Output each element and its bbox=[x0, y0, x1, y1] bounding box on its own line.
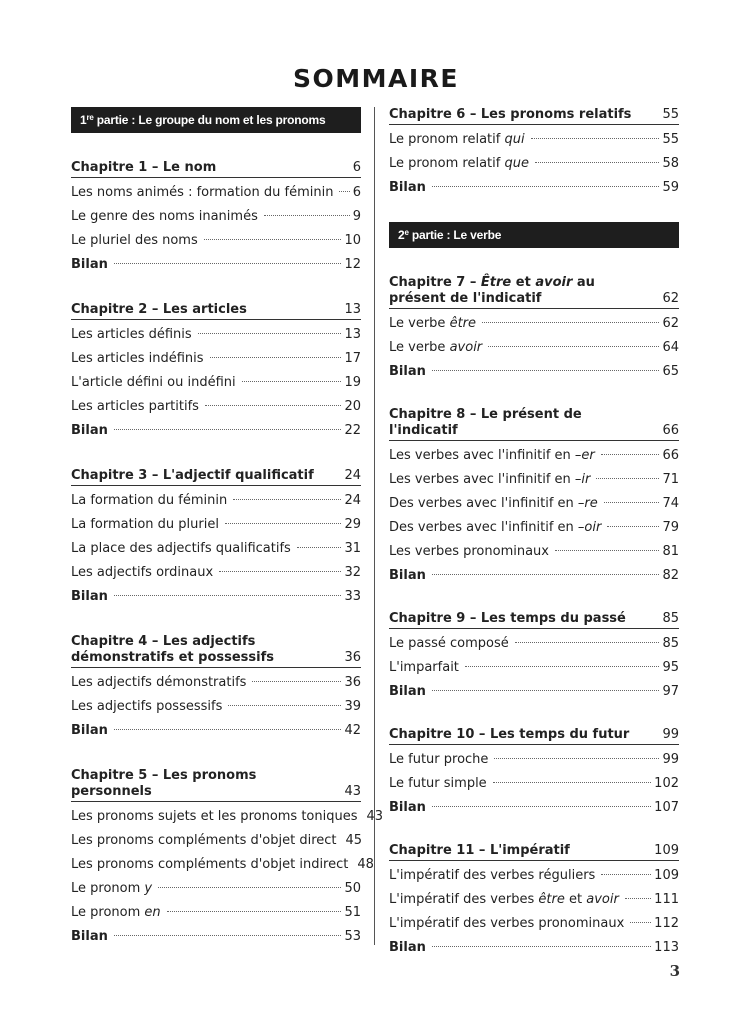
entry-label-text: Le pronom bbox=[71, 881, 145, 896]
entry-page: 39 bbox=[344, 699, 361, 714]
entry-label bbox=[71, 695, 222, 719]
entry-label-italic: en bbox=[144, 905, 161, 920]
spacer bbox=[389, 384, 679, 407]
dot-leader bbox=[493, 782, 651, 783]
entry-label bbox=[71, 925, 108, 949]
entry-page: 13 bbox=[344, 327, 361, 342]
entry-label bbox=[71, 853, 348, 877]
spacer bbox=[389, 200, 679, 222]
entry-page: 19 bbox=[344, 375, 361, 390]
entry-label-text: Les articles indéfinis bbox=[71, 351, 204, 366]
spacer bbox=[71, 277, 361, 302]
dot-leader bbox=[432, 690, 660, 691]
dot-leader bbox=[607, 526, 659, 527]
chapter-page: 24 bbox=[344, 468, 361, 483]
dot-leader bbox=[432, 186, 660, 187]
entry-label bbox=[71, 829, 337, 853]
entry-page: 113 bbox=[654, 940, 679, 955]
part-header bbox=[71, 107, 361, 133]
toc-entry[interactable] bbox=[389, 152, 679, 176]
toc-entry[interactable] bbox=[389, 912, 679, 936]
dot-leader bbox=[482, 322, 659, 323]
entry-label-text: La formation du féminin bbox=[71, 493, 228, 508]
toc-entry[interactable] bbox=[389, 772, 679, 796]
entry-label-text: Les verbes avec l'infinitif en bbox=[389, 472, 575, 487]
entry-label-text: Bilan bbox=[389, 364, 426, 379]
dot-leader bbox=[535, 162, 660, 163]
entry-page: 66 bbox=[662, 448, 679, 463]
entry-label-text: L'impératif des verbes pronominaux bbox=[389, 916, 625, 931]
entry-label bbox=[389, 772, 487, 796]
chapter-page: 55 bbox=[662, 107, 679, 122]
entry-label bbox=[71, 419, 108, 443]
dot-leader bbox=[233, 499, 341, 500]
toc-entry[interactable] bbox=[71, 561, 361, 585]
part-header bbox=[389, 222, 679, 248]
toc-entry[interactable] bbox=[71, 901, 361, 925]
chapter-page: 99 bbox=[662, 727, 679, 742]
entry-label-text: Le futur proche bbox=[389, 752, 489, 767]
dot-leader bbox=[225, 523, 342, 524]
entry-page: 74 bbox=[662, 496, 679, 511]
entry-label-text: Les pronoms sujets et les pronoms toniques bbox=[71, 809, 358, 824]
toc-entry[interactable] bbox=[71, 853, 374, 877]
toc-entry[interactable] bbox=[389, 360, 679, 384]
dot-leader bbox=[114, 263, 342, 264]
entry-label-text: Bilan bbox=[71, 929, 108, 944]
entry-label bbox=[389, 516, 601, 540]
toc-entry[interactable] bbox=[71, 829, 361, 853]
spacer bbox=[71, 443, 361, 468]
entry-label bbox=[71, 347, 204, 371]
entry-page: 99 bbox=[662, 752, 679, 767]
entry-label bbox=[71, 229, 198, 253]
toc-entry[interactable] bbox=[389, 796, 679, 820]
entry-label-italic: être bbox=[449, 316, 477, 331]
toc-entry[interactable] bbox=[71, 695, 361, 719]
chapter-heading[interactable] bbox=[71, 302, 361, 320]
dot-leader bbox=[630, 922, 651, 923]
entry-label bbox=[389, 748, 488, 772]
dot-leader bbox=[515, 642, 660, 643]
toc-entry[interactable] bbox=[71, 181, 361, 205]
toc-entry[interactable] bbox=[71, 585, 361, 609]
spacer bbox=[71, 743, 361, 768]
entry-label-italic: –oir bbox=[577, 520, 602, 535]
dot-leader bbox=[339, 191, 349, 192]
entry-page: 95 bbox=[662, 660, 679, 675]
chapter-heading[interactable] bbox=[389, 727, 679, 745]
entry-page: 9 bbox=[352, 209, 361, 224]
chapter-title: Chapitre 5 – Les pronoms personnels bbox=[71, 768, 257, 799]
entry-label-text: Le pronom relatif bbox=[389, 156, 505, 171]
entry-label-text: Bilan bbox=[389, 940, 426, 955]
entry-label bbox=[71, 877, 152, 901]
entry-page: 51 bbox=[344, 905, 361, 920]
chapter-title-part: et bbox=[511, 275, 536, 290]
entry-page: 85 bbox=[662, 636, 679, 651]
entry-label-text: Les adjectifs démonstratifs bbox=[71, 675, 247, 690]
dot-leader bbox=[158, 887, 341, 888]
entry-label-text: Les adjectifs ordinaux bbox=[71, 565, 214, 580]
dot-leader bbox=[210, 357, 342, 358]
dot-leader bbox=[432, 946, 651, 947]
entry-label-text: Le futur simple bbox=[389, 776, 487, 791]
entry-label-text: La formation du pluriel bbox=[71, 517, 219, 532]
entry-label-text: Bilan bbox=[389, 180, 426, 195]
dot-leader bbox=[114, 595, 342, 596]
dot-leader bbox=[432, 370, 660, 371]
entry-page: 48 bbox=[357, 857, 374, 872]
entry-page: 62 bbox=[662, 316, 679, 331]
toc-entry[interactable] bbox=[71, 323, 361, 347]
entry-label bbox=[389, 444, 595, 468]
entry-label bbox=[71, 805, 358, 829]
dot-leader bbox=[114, 935, 342, 936]
entry-label bbox=[71, 181, 333, 205]
dot-leader bbox=[252, 681, 341, 682]
spacer bbox=[389, 820, 679, 843]
entry-label-text: Le verbe bbox=[389, 316, 450, 331]
dot-leader bbox=[114, 729, 342, 730]
toc-entry[interactable] bbox=[389, 656, 679, 680]
dot-leader bbox=[264, 215, 350, 216]
entry-label-italic: avoir bbox=[586, 892, 619, 907]
entry-page: 32 bbox=[344, 565, 361, 580]
entry-page: 71 bbox=[662, 472, 679, 487]
chapter-heading[interactable] bbox=[71, 634, 361, 668]
chapter-title-part: Chapitre 7 – bbox=[389, 275, 481, 290]
entry-label bbox=[389, 936, 426, 960]
toc-entry[interactable] bbox=[71, 877, 361, 901]
chapter-title: Chapitre 8 – Le présent de l'indicatif bbox=[389, 407, 582, 438]
entry-page: 109 bbox=[654, 868, 679, 883]
entry-label bbox=[389, 656, 459, 680]
entry-label-text: Des verbes avec l'infinitif en bbox=[389, 520, 578, 535]
dot-leader bbox=[228, 705, 341, 706]
chapter-page: 62 bbox=[662, 291, 679, 306]
entry-page: 20 bbox=[344, 399, 361, 414]
entry-label-text: et bbox=[564, 892, 587, 907]
chapter-title: Chapitre 3 – L'adjectif qualificatif bbox=[71, 468, 314, 483]
toc-entry[interactable] bbox=[389, 176, 679, 200]
entry-label-text: Bilan bbox=[389, 684, 426, 699]
dot-leader bbox=[114, 429, 342, 430]
entry-label-text: L'article défini ou indéfini bbox=[71, 375, 236, 390]
entry-label-text: Des verbes avec l'infinitif en bbox=[389, 496, 578, 511]
toc-entry[interactable] bbox=[71, 347, 361, 371]
chapter-title: Chapitre 1 – Le nom bbox=[71, 160, 217, 175]
part-ordinal: re bbox=[86, 113, 94, 122]
toc-entry[interactable] bbox=[389, 632, 679, 656]
entry-label-text: Bilan bbox=[389, 568, 426, 583]
entry-page: 10 bbox=[344, 233, 361, 248]
entry-page: 82 bbox=[662, 568, 679, 583]
entry-label-text: Le passé composé bbox=[389, 636, 509, 651]
entry-page: 17 bbox=[344, 351, 361, 366]
toc-entry[interactable] bbox=[389, 748, 679, 772]
entry-label bbox=[71, 489, 227, 513]
entry-page: 58 bbox=[662, 156, 679, 171]
entry-label-italic: avoir bbox=[449, 340, 483, 355]
entry-label bbox=[389, 796, 426, 820]
entry-label bbox=[389, 864, 595, 888]
entry-label bbox=[71, 901, 161, 925]
entry-page: 81 bbox=[662, 544, 679, 559]
entry-label-italic: qui bbox=[504, 132, 525, 147]
entry-page: 65 bbox=[662, 364, 679, 379]
chapter-page: 13 bbox=[344, 302, 361, 317]
entry-page: 111 bbox=[654, 892, 679, 907]
toc-entry[interactable] bbox=[389, 864, 679, 888]
entry-label-text: Bilan bbox=[71, 723, 108, 738]
entry-label-text: Les noms animés : formation du féminin bbox=[71, 185, 334, 200]
toc-entry[interactable] bbox=[389, 888, 679, 912]
entry-label bbox=[389, 312, 476, 336]
entry-label bbox=[71, 371, 236, 395]
dot-leader bbox=[604, 502, 660, 503]
dot-leader bbox=[488, 346, 659, 347]
dot-leader bbox=[465, 666, 660, 667]
chapter-heading[interactable] bbox=[389, 407, 679, 441]
entry-page: 64 bbox=[662, 340, 679, 355]
dot-leader bbox=[219, 571, 341, 572]
toc-entry[interactable] bbox=[389, 444, 679, 468]
entry-page: 42 bbox=[344, 723, 361, 738]
entry-page: 59 bbox=[662, 180, 679, 195]
chapter-heading[interactable] bbox=[389, 275, 679, 309]
chapter-page: 43 bbox=[344, 784, 361, 799]
part-title: partie : Le verbe bbox=[408, 228, 502, 242]
chapter-heading[interactable] bbox=[389, 843, 679, 861]
entry-label-text: L'impératif des verbes bbox=[389, 892, 539, 907]
dot-leader bbox=[625, 898, 651, 899]
entry-label bbox=[389, 128, 525, 152]
entry-label bbox=[389, 360, 426, 384]
page-title: SOMMAIRE bbox=[293, 64, 459, 93]
entry-label bbox=[389, 888, 619, 912]
toc-right-column bbox=[389, 107, 679, 960]
toc-entry[interactable] bbox=[71, 671, 361, 695]
entry-label-text: Bilan bbox=[71, 257, 108, 272]
toc-entry[interactable] bbox=[389, 680, 679, 704]
entry-label-text: Le genre des noms inanimés bbox=[71, 209, 258, 224]
page-number: 3 bbox=[669, 962, 680, 980]
dot-leader bbox=[494, 758, 659, 759]
entry-page: 79 bbox=[662, 520, 679, 535]
toc-entry[interactable] bbox=[389, 492, 679, 516]
entry-label bbox=[389, 176, 426, 200]
entry-page: 12 bbox=[344, 257, 361, 272]
chapter-heading[interactable] bbox=[71, 160, 361, 178]
entry-label bbox=[71, 537, 291, 561]
entry-label-text: Le pluriel des noms bbox=[71, 233, 198, 248]
entry-label bbox=[389, 492, 598, 516]
toc-entry[interactable] bbox=[71, 925, 361, 949]
entry-page: 55 bbox=[662, 132, 679, 147]
toc-entry[interactable] bbox=[389, 516, 679, 540]
chapter-page: 85 bbox=[662, 611, 679, 626]
chapter-title: Chapitre 6 – Les pronoms relatifs bbox=[389, 107, 632, 122]
toc-entry[interactable] bbox=[389, 564, 679, 588]
entry-label-text: La place des adjectifs qualificatifs bbox=[71, 541, 291, 556]
entry-label bbox=[71, 719, 108, 743]
entry-label-text: L'imparfait bbox=[389, 660, 459, 675]
toc-entry[interactable] bbox=[389, 468, 679, 492]
entry-label-text: Bilan bbox=[71, 423, 108, 438]
toc-entry[interactable] bbox=[71, 371, 361, 395]
entry-label bbox=[71, 671, 246, 695]
chapter-heading[interactable] bbox=[71, 768, 361, 802]
entry-label-text: Le pronom relatif bbox=[389, 132, 505, 147]
entry-page: 102 bbox=[654, 776, 679, 791]
toc-entry[interactable] bbox=[71, 205, 361, 229]
entry-label-italic: –ir bbox=[574, 472, 591, 487]
entry-label bbox=[71, 205, 258, 229]
chapter-title-part: avoir bbox=[535, 275, 573, 290]
entry-label bbox=[71, 561, 213, 585]
dot-leader bbox=[601, 874, 651, 875]
entry-label-text: Le pronom bbox=[71, 905, 145, 920]
entry-label bbox=[389, 680, 426, 704]
dot-leader bbox=[297, 547, 342, 548]
dot-leader bbox=[167, 911, 342, 912]
toc-entry[interactable] bbox=[389, 128, 679, 152]
chapter-title: Chapitre 4 – Les adjectifs démonstratifs et possessifs bbox=[71, 634, 274, 665]
chapter-title: Chapitre 10 – Les temps du futur bbox=[389, 727, 630, 742]
toc-entry[interactable] bbox=[389, 312, 679, 336]
chapter-page: 36 bbox=[344, 650, 361, 665]
dot-leader bbox=[601, 454, 660, 455]
entry-label-text: Les pronoms compléments d'objet direct bbox=[71, 833, 337, 848]
entry-label-italic: être bbox=[538, 892, 565, 907]
entry-label-text: Les articles définis bbox=[71, 327, 192, 342]
dot-leader bbox=[432, 574, 660, 575]
spacer bbox=[389, 248, 679, 275]
entry-page: 50 bbox=[344, 881, 361, 896]
toc-entry[interactable] bbox=[389, 540, 679, 564]
entry-label bbox=[389, 336, 482, 360]
dot-leader bbox=[205, 405, 342, 406]
dot-leader bbox=[596, 478, 659, 479]
chapter-title: Chapitre 9 – Les temps du passé bbox=[389, 611, 626, 626]
entry-label-italic: –er bbox=[574, 448, 595, 463]
spacer bbox=[389, 704, 679, 727]
entry-label bbox=[71, 585, 108, 609]
entry-label bbox=[389, 564, 426, 588]
part-number: 2 bbox=[398, 228, 405, 242]
spacer bbox=[71, 133, 361, 160]
toc-entry[interactable] bbox=[71, 513, 361, 537]
entry-label-italic: –re bbox=[577, 496, 598, 511]
dot-leader bbox=[242, 381, 342, 382]
chapter-title bbox=[389, 275, 662, 307]
toc-entry[interactable] bbox=[389, 936, 679, 960]
entry-page: 22 bbox=[344, 423, 361, 438]
toc-entry[interactable] bbox=[71, 395, 361, 419]
entry-label-text: Les verbes pronominaux bbox=[389, 544, 549, 559]
dot-leader bbox=[432, 806, 651, 807]
entry-page: 45 bbox=[345, 833, 363, 848]
entry-page: 31 bbox=[344, 541, 361, 556]
part-title: partie : Le groupe du nom et les pronoms bbox=[93, 113, 326, 127]
toc-entry[interactable] bbox=[71, 229, 361, 253]
part-ordinal: e bbox=[404, 228, 409, 237]
entry-page: 43 bbox=[366, 809, 384, 824]
chapter-heading[interactable] bbox=[389, 611, 679, 629]
entry-page: 29 bbox=[344, 517, 361, 532]
toc-entry[interactable] bbox=[71, 489, 361, 513]
entry-label-text: Bilan bbox=[389, 800, 426, 815]
entry-label bbox=[389, 468, 590, 492]
chapter-heading[interactable] bbox=[389, 107, 679, 125]
entry-label-text: Les adjectifs possessifs bbox=[71, 699, 223, 714]
toc-entry[interactable] bbox=[71, 719, 361, 743]
dot-leader bbox=[198, 333, 342, 334]
entry-label bbox=[71, 513, 219, 537]
entry-page: 24 bbox=[344, 493, 361, 508]
chapter-page: 66 bbox=[662, 423, 679, 438]
toc-entry[interactable] bbox=[71, 537, 361, 561]
entry-page: 6 bbox=[352, 185, 361, 200]
entry-label-text: Les articles partitifs bbox=[71, 399, 199, 414]
toc-entry[interactable] bbox=[71, 805, 384, 829]
dot-leader bbox=[555, 550, 659, 551]
spacer bbox=[389, 588, 679, 611]
chapter-title: Chapitre 2 – Les articles bbox=[71, 302, 247, 317]
toc-entry[interactable] bbox=[389, 336, 679, 360]
part-number: 1 bbox=[80, 113, 87, 127]
dot-leader bbox=[531, 138, 660, 139]
entry-page: 97 bbox=[662, 684, 679, 699]
entry-label bbox=[71, 395, 199, 419]
toc-entry[interactable] bbox=[71, 419, 361, 443]
spacer bbox=[71, 609, 361, 634]
chapter-heading[interactable] bbox=[71, 468, 361, 486]
entry-label-italic: que bbox=[504, 156, 529, 171]
chapter-title-part: Être bbox=[480, 275, 512, 290]
chapter-title-part: au présent de l'indicatif bbox=[389, 275, 595, 306]
chapter-page: 109 bbox=[654, 843, 679, 858]
entry-page: 53 bbox=[344, 929, 361, 944]
entry-page: 33 bbox=[344, 589, 361, 604]
entry-page: 36 bbox=[344, 675, 361, 690]
entry-label bbox=[389, 540, 549, 564]
entry-label bbox=[389, 152, 529, 176]
entry-page: 112 bbox=[654, 916, 679, 931]
entry-label-text: Les verbes avec l'infinitif en bbox=[389, 448, 575, 463]
entry-label-text: Le verbe bbox=[389, 340, 450, 355]
dot-leader bbox=[204, 239, 342, 240]
entry-label-text: Les pronoms compléments d'objet indirect bbox=[71, 857, 349, 872]
entry-label bbox=[71, 253, 108, 277]
entry-label-italic: y bbox=[144, 881, 153, 896]
entry-label bbox=[71, 323, 192, 347]
entry-label-text: L'impératif des verbes réguliers bbox=[389, 868, 596, 883]
entry-label-text: Bilan bbox=[71, 589, 108, 604]
chapter-page: 6 bbox=[352, 160, 361, 175]
toc-entry[interactable] bbox=[71, 253, 361, 277]
entry-label bbox=[389, 632, 509, 656]
entry-label bbox=[389, 912, 624, 936]
chapter-title: Chapitre 11 – L'impératif bbox=[389, 843, 570, 858]
toc-left-column bbox=[71, 107, 384, 949]
entry-page: 107 bbox=[654, 800, 679, 815]
